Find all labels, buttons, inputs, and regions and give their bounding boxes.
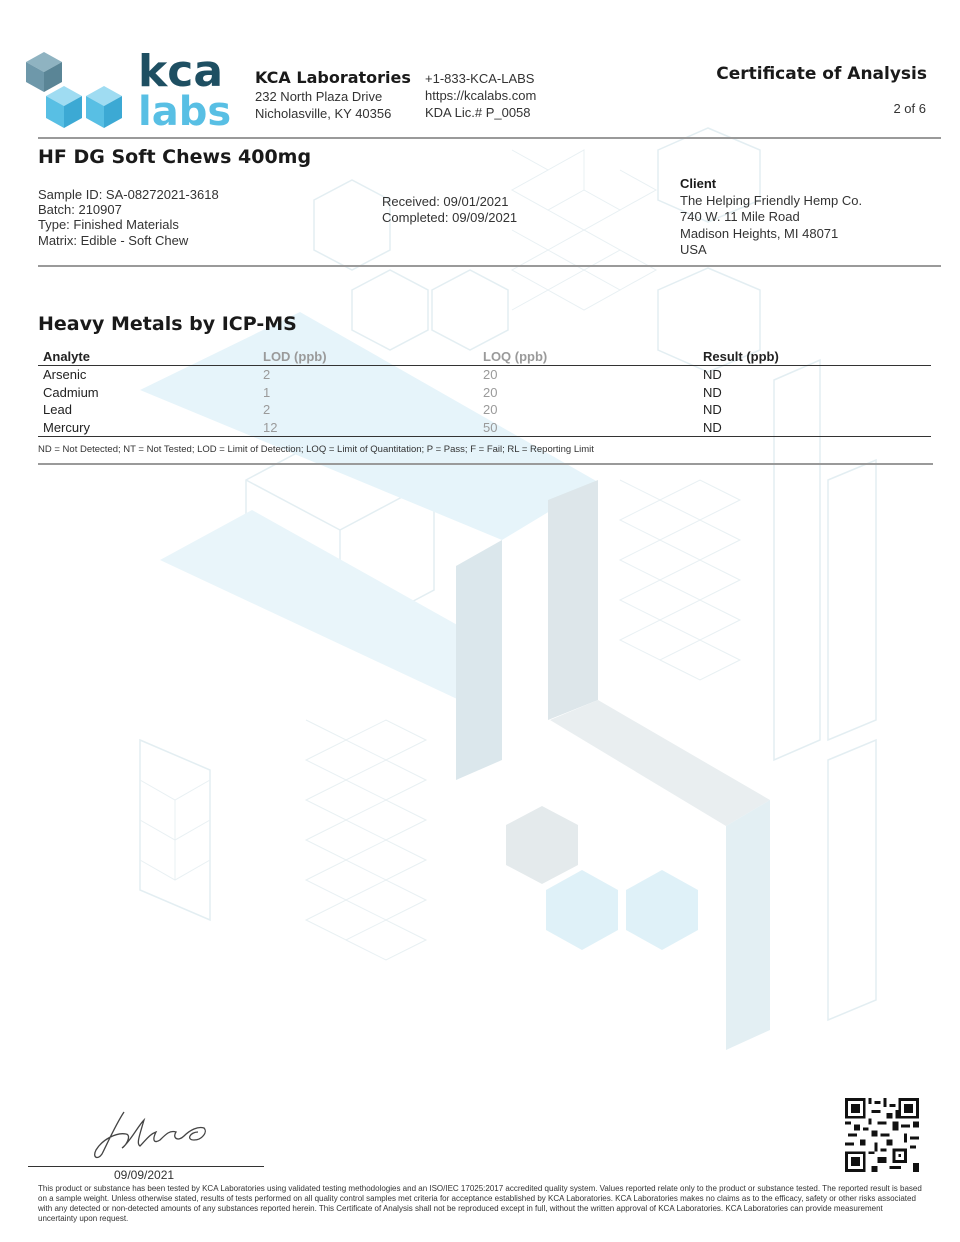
client-label: Client (680, 176, 717, 191)
table-row (38, 366, 931, 384)
signature-line (28, 1166, 264, 1167)
heavy-metals-title: Heavy Metals by ICP-MS (38, 313, 297, 335)
lab-address-line1: 232 North Plaza Drive (255, 89, 383, 104)
certificate-title: Certificate of Analysis (716, 64, 927, 84)
completed-date: Completed: 09/09/2021 (382, 210, 518, 225)
client-city: Madison Heights, MI 48071 (680, 226, 839, 241)
lod-cell: 2 (263, 402, 271, 418)
qr-code-icon (845, 1098, 919, 1172)
table-row (38, 401, 931, 419)
abbreviation-legend: ND = Not Detected; NT = Not Tested; LOD = Limit of Detection; LOQ = Limit of Quantitation; P = Pass; F = Fail; RL = Reporting Limit (38, 444, 594, 455)
analyte-cell: Cadmium (43, 384, 99, 400)
lod-cell: 12 (258, 419, 478, 437)
result-cell: ND (698, 419, 931, 437)
col-analyte: Analyte (38, 348, 258, 366)
loq-cell: 20 (483, 384, 498, 400)
logo-labs-text: labs (138, 89, 232, 135)
loq-cell: 20 (483, 402, 498, 418)
result-cell: ND (703, 367, 722, 383)
page-number: 2 of 6 (893, 101, 926, 116)
col-result: Result (ppb) (698, 348, 931, 366)
analyte-cell: Arsenic (43, 367, 87, 383)
table-row (38, 419, 931, 437)
lab-license: KDA Lic.# P_0058 (425, 105, 531, 120)
info-divider (38, 265, 941, 267)
sample-matrix: Matrix: Edible - Soft Chew (38, 233, 189, 248)
product-name: HF DG Soft Chews 400mg (38, 146, 312, 168)
lod-cell: 2 (263, 367, 271, 383)
result-cell: ND (703, 402, 722, 418)
client-street: 740 W. 11 Mile Road (680, 209, 800, 224)
col-loq: LOQ (ppb) (478, 348, 698, 366)
table-row (38, 384, 931, 402)
signature-date: 09/09/2021 (114, 1168, 175, 1182)
result-cell: ND (703, 384, 722, 400)
sample-type: Type: Finished Materials (38, 217, 179, 232)
received-date: Received: 09/01/2021 (382, 194, 509, 209)
client-country: USA (680, 242, 707, 257)
lab-phone: +1-833-KCA-LABS (425, 71, 535, 86)
lab-website[interactable]: https://kcalabs.com (425, 88, 537, 103)
lab-address-line2: Nicholasville, KY 40356 (255, 106, 392, 121)
table-header-row (38, 348, 931, 366)
lab-name: KCA Laboratories (255, 68, 411, 87)
table-footer-divider (38, 463, 933, 465)
col-lod: LOD (ppb) (258, 348, 478, 366)
header-divider (38, 137, 941, 139)
heavy-metals-table (38, 348, 931, 437)
loq-cell: 20 (483, 367, 498, 383)
legal-disclaimer: This product or substance has been tested by KCA Laboratories using validated testing methodologies and an ISO/IEC 17025:2017 accredited quality system. Values reported relate only to the product or substance tested. The reported result is based on a sample weight. Unless otherwise stated, results of tests performed on all quality control samples met criteria for acceptance established by KCA Laboratories. KCA Laboratories makes no claims as to the efficacy, safety or other risks associated with any detected or non-detected amounts of any substances reported herein. This Certificate of Analysis shall not be reproduced except in full, without the written approval of KCA Laboratories. KCA Laboratories can provide measurement uncertainty upon request. (38, 1184, 922, 1223)
lod-cell: 1 (263, 384, 271, 400)
analyte-cell: Lead (43, 402, 72, 418)
client-name: The Helping Friendly Hemp Co. (680, 193, 863, 208)
sample-batch: Batch: 210907 (38, 202, 122, 217)
signature-image (86, 1104, 216, 1164)
loq-cell: 50 (478, 419, 698, 437)
analyte-cell: Mercury (38, 419, 258, 437)
logo-cubes-icon (24, 52, 124, 132)
sample-id: Sample ID: SA-08272021-3618 (38, 187, 219, 202)
logo-kca-text: kca (138, 46, 224, 97)
